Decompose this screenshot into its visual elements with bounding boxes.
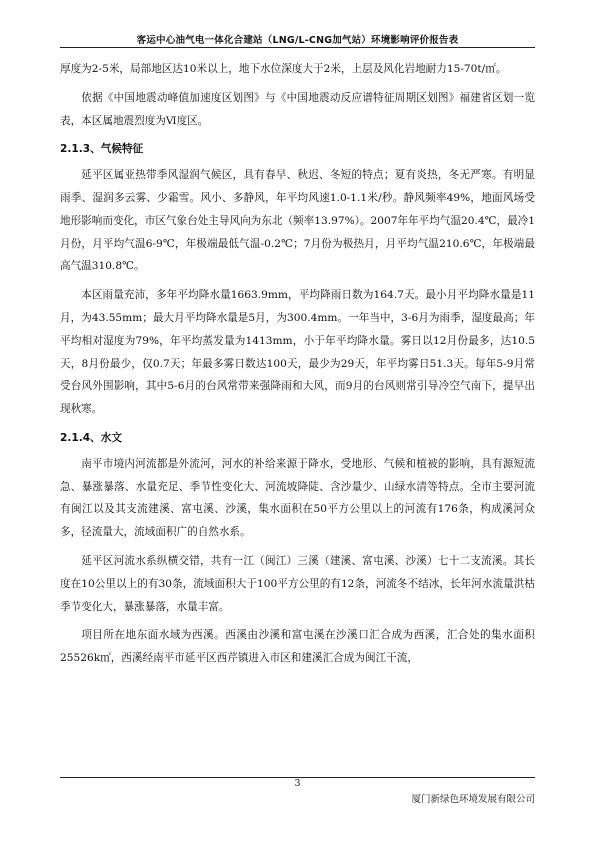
report-header-title: 客运中心油气电一体化合建站（LNG/L-CNG加气站）环境影响评价报告表 — [136, 35, 459, 46]
company-name: 厦门新绿色环境发展有限公司 — [411, 794, 535, 805]
document-body — [60, 58, 535, 670]
paragraph-rivers-city: 南平市境内河流都是外流河，河水的补给来源于降水，受地形、气候和植被的影响，具有源短流急、暴涨暴落、水量充足、季节性变化大、河流坡降陡、含沙量少、山绿水清等特点。全市主要河流有闽江以及其支流建溪、富屯溪、沙溪，集水面积在50平方公里以上的河流有176条，构成溪河众多，径流量大，流域面积广的自然水系。 — [60, 457, 535, 539]
section-heading-climate: 2.1.3、气候特征 — [60, 143, 144, 156]
paragraph-rainfall: 本区雨量充沛，多年平均降水量1663.9mm，平均降雨日数为164.7天。最小月平均降水量是11月，为43.55mm；最大月平均降水量是5月，为300.4mm。一年当中，3-6月为雨季，湿度最高；年平均相对湿度为79%，年平均蒸发量为1413mm，小于年平均降水量。雾日以12月份最多，达10.5天，8月份最少，仅0.7天；年最多雾日数达100天，最少为29天，年平均雾日51.3天。每年5-9月常受台风外围影响，其中5-6月的台风常带来强降雨和大风，而9月的台风则常引导冷空气南下，提早出现秋寒。 — [60, 289, 535, 416]
section-heading-hydrology: 2.1.4、水文 — [60, 431, 122, 444]
paragraph-seismic: 依据《中国地震动峰值加速度区划图》与《中国地震动反应谱特征周期区划图》福建省区划一览表，本区属地震烈度为Ⅵ度区。 — [60, 91, 535, 127]
paragraph-climate: 延平区属亚热带季风湿润气候区，具有春早、秋迟、冬短的特点；夏有炎热，冬无严寒。有明显雨季、湿润多云雾、少霜雪。风小、多静风，年平均风速1.0-1.1米/秒。静风频率49%，地面风场受地形影响而变化，市区气象台处主导风向为东北（频率13.97%）。2007年年平均气温20.4℃，最冷1月份，月平均气温6-9℃，年极端最低气温-0.2℃；7月份为极热月，月平均气温210.6℃，年极端最高气温310.8℃。 — [60, 169, 536, 273]
paragraph-project-water: 项目所在地东面水域为西溪。西溪由沙溪和富屯溪在沙溪口汇合成为西溪，汇合处的集水面积25526k㎡，西溪经南平市延平区西芹镇进入市区和建溪汇合成为闽江干流， — [60, 629, 535, 665]
header-divider — [60, 47, 535, 48]
page-number: 3 — [294, 778, 301, 789]
paragraph-soil: 厚度为2-5米，局部地区达10米以上，地下水位深度大于2米，上层及风化岩地耐力15-70t/㎡。 — [60, 63, 507, 75]
paragraph-rivers-district: 延平区河流水系纵横交错，共有一江（闽江）三溪（建溪、富屯溪、沙溪）七十二支流溪。其长度在10公里以上的有30条，流域面积大于100平方公里的有12条，河流冬不结冰，长年河水流量洪枯季节变化大，暴涨暴落，水量丰富。 — [60, 554, 535, 613]
